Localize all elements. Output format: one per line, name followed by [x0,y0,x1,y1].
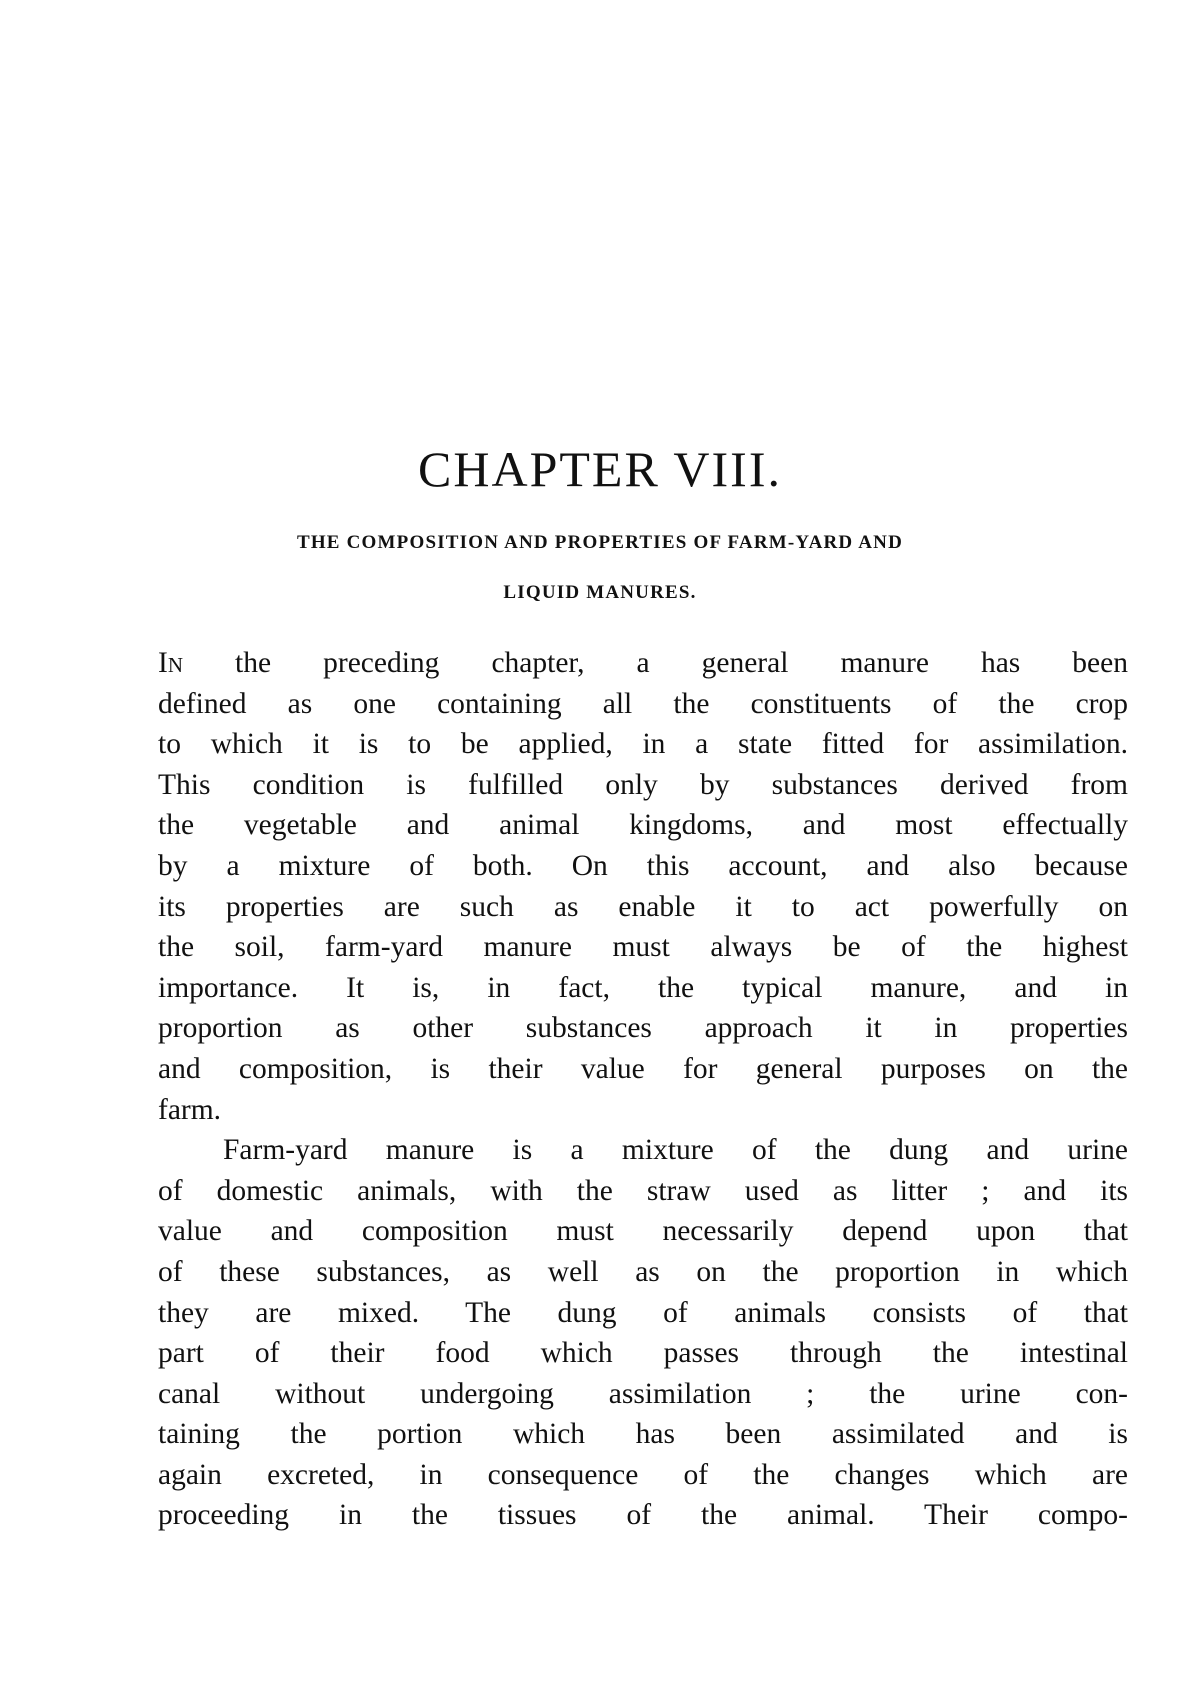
text-line: canal without undergoing assimilation ; the urine con- [158,1377,1128,1410]
text-line: taining the portion which has been assimilated and is [158,1418,1128,1451]
chapter-subtitle-line-1: THE COMPOSITION AND PROPERTIES OF FARM-YARD AND [296,532,904,553]
text-line: Farm-yard manure is a mixture of the dung and urine [223,1134,1128,1167]
text-line: This condition is fulfilled only by substances derived from [158,768,1128,801]
text-line: its properties are such as enable it to act powerfully on [158,890,1128,923]
text-line: part of their food which passes through the intestinal [158,1337,1128,1370]
text-line: by a mixture of both. On this account, and also because [158,849,1128,882]
drop-word: In [158,647,183,679]
text-line: they are mixed. The dung of animals consists of that [158,1296,1128,1329]
text-line: again excreted, in consequence of the changes which are [158,1458,1128,1491]
text-line: importance. It is, in fact, the typical manure, and in [158,971,1128,1004]
text-line: the soil, farm-yard manure must always be of the highest [158,931,1128,964]
text-line: of these substances, as well as on the proportion in which [158,1255,1128,1288]
text-line: proportion as other substances approach it in properties [158,1012,1128,1045]
text-line: the vegetable and animal kingdoms, and most effectually [158,809,1128,842]
text-line: In the preceding chapter, a general manure has been [158,647,1128,679]
text-line: value and composition must necessarily depend upon that [158,1215,1128,1248]
body-text [158,643,1128,1536]
chapter-title: CHAPTER VIII. [418,441,782,497]
chapter-subtitle-line-2: LIQUID MANURES. [503,582,697,603]
text-line: defined as one containing all the constituents of the crop [158,687,1128,720]
text-line: of domestic animals, with the straw used as litter ; and its [158,1174,1128,1207]
text-line: farm. [158,1093,222,1126]
text-line: to which it is to be applied, in a state fitted for assimilation. [158,728,1128,761]
text-line: proceeding in the tissues of the animal. Their compo- [158,1499,1128,1532]
text-line: and composition, is their value for general purposes on the [158,1052,1128,1085]
